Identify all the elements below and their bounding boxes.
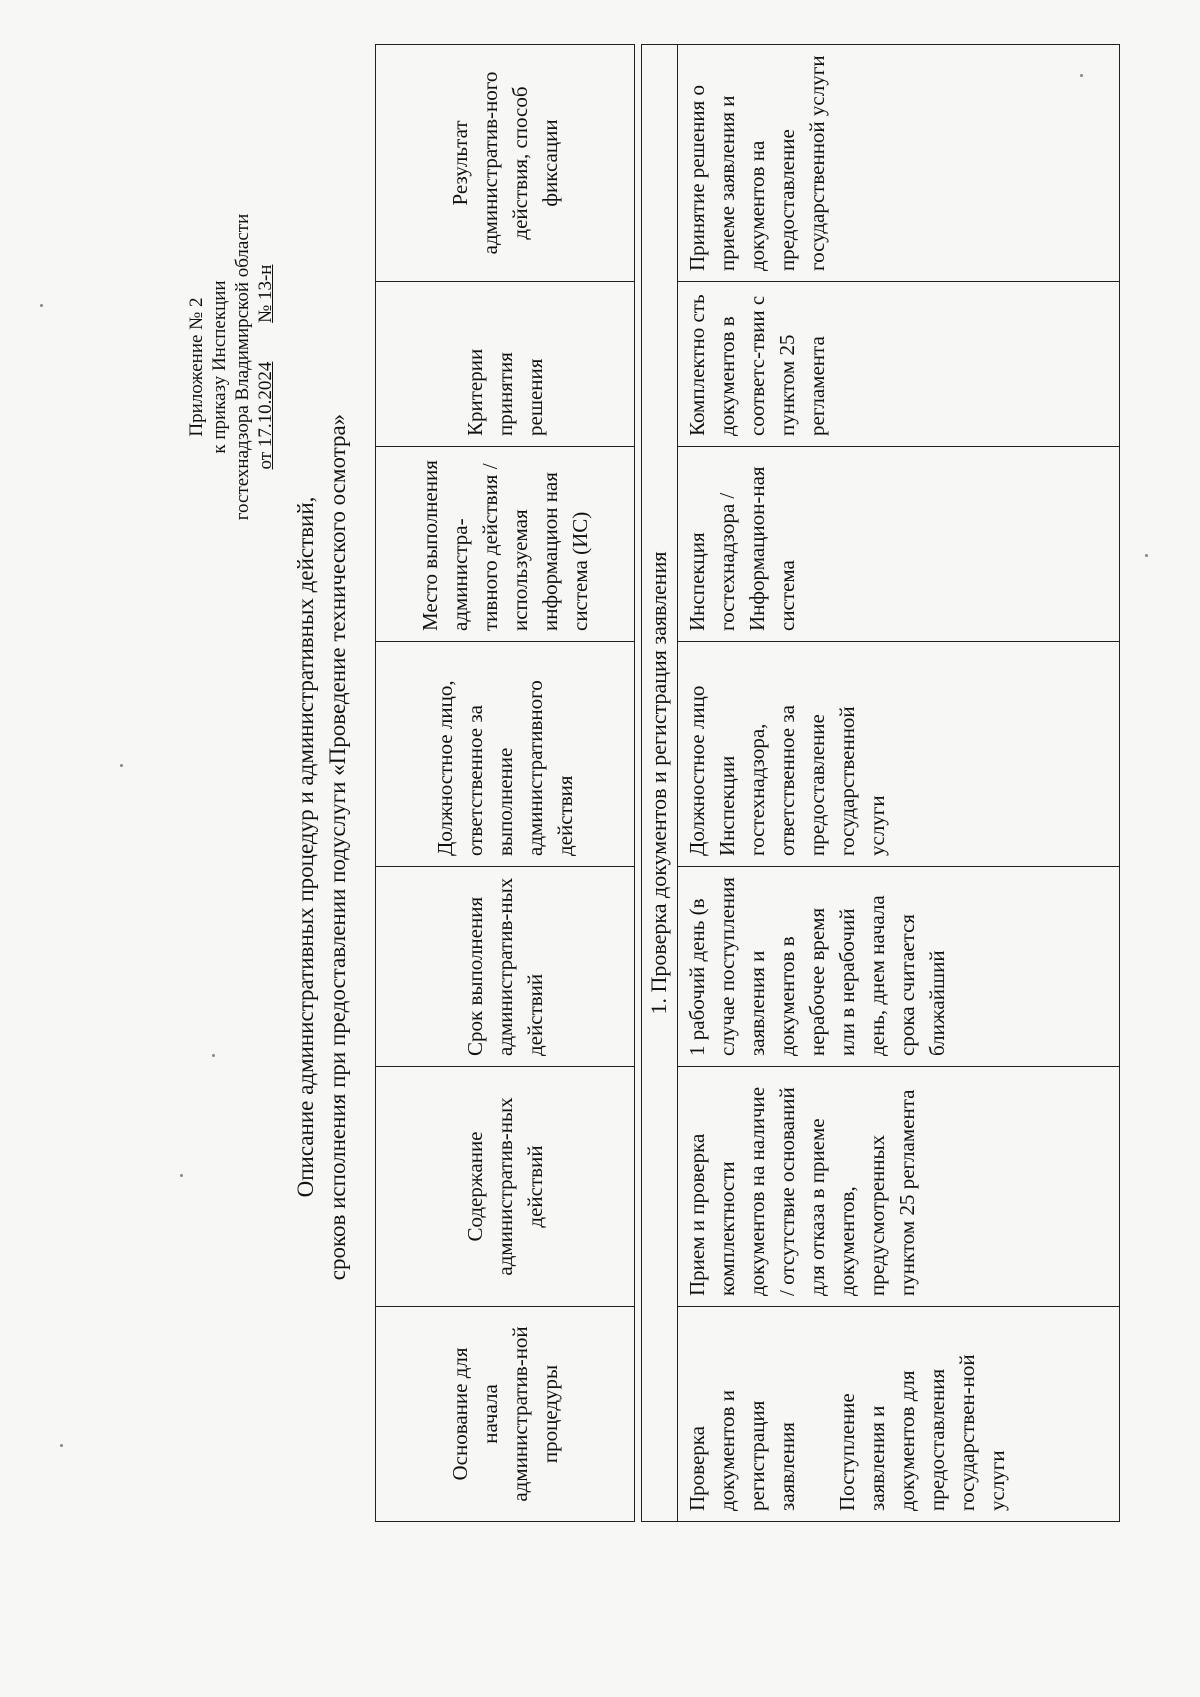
scan-speck	[180, 1174, 183, 1177]
table-row	[677, 45, 1119, 1522]
document-title	[290, 187, 354, 1507]
scan-speck	[40, 304, 43, 307]
section-row	[641, 45, 677, 1522]
cell-basis-part1: Проверка документов и регистрация заявления	[684, 1390, 799, 1511]
procedures-table	[375, 44, 1120, 1522]
header-content: Содержание административ-ных действий	[376, 1067, 635, 1307]
header-criteria: Критерии принятия решения	[376, 282, 635, 447]
header-basis: Основание для начала административ-ной процедуры	[376, 1307, 635, 1522]
section-title: 1. Проверка документов и регистрация заявления	[641, 45, 677, 1522]
header-result: Результат административ-ного действия, способ фиксации	[376, 45, 635, 282]
cell-criteria: Комплектно сть документов в соответс-твии с пунктом 25 регламента	[677, 282, 1119, 447]
appendix-date: от 17.10.2024	[255, 361, 276, 470]
cell-term: 1 рабочий день (в случае поступления заявления и документов в нерабочее время или в нерабочий день, днем начала срока считается ближайший	[677, 867, 1119, 1067]
cell-basis	[677, 1307, 1119, 1522]
scan-speck	[1080, 74, 1083, 77]
appendix-number: № 13-н	[255, 264, 276, 323]
header-place: Место выполнения администра-тивного действия / используемая информацион ная система (ИС)	[376, 447, 635, 642]
appendix-title: Приложение № 2	[186, 297, 207, 437]
appendix-organization: гостехнадзора Владимирской области	[232, 213, 253, 521]
cell-content: Прием и проверка комплектности документов на наличие / отсутствие оснований для отказа в приеме документов, предусмотренных пунктом 25 регламента	[677, 1067, 1119, 1307]
scan-speck	[212, 1054, 215, 1057]
table-header-row	[376, 45, 635, 1522]
appendix-date-number	[254, 57, 277, 677]
scan-speck	[60, 1444, 63, 1447]
title-line-1: Описание административных процедур и административных действий,	[293, 496, 318, 1198]
scan-speck	[120, 764, 123, 767]
header-official: Должностное лицо, ответственное за выполнение административного действия	[376, 642, 635, 867]
cell-result: Принятие решения о приеме заявления и документов на предоставление государственной услуги	[677, 45, 1119, 282]
table-spacer-row	[634, 45, 641, 1522]
scan-speck	[1145, 554, 1148, 557]
appendix-order-ref: к приказу Инспекции	[209, 280, 230, 454]
title-line-2: сроков исполнения при предоставлении подуслуги «Проведение технического осмотра»	[325, 413, 350, 1281]
header-term: Срок выполнения административ-ных действий	[376, 867, 635, 1067]
cell-place: Инспекция гостехнадзора / Информацион-ная система	[677, 447, 1119, 642]
cell-basis-part2: Поступление заявления и документов для предоставления государствен-ной услуги	[834, 1354, 1009, 1511]
cell-official: Должностное лицо Инспекции гостехнадзора, ответственное за предоставление государственной услуги	[677, 642, 1119, 867]
appendix-block	[185, 57, 277, 677]
